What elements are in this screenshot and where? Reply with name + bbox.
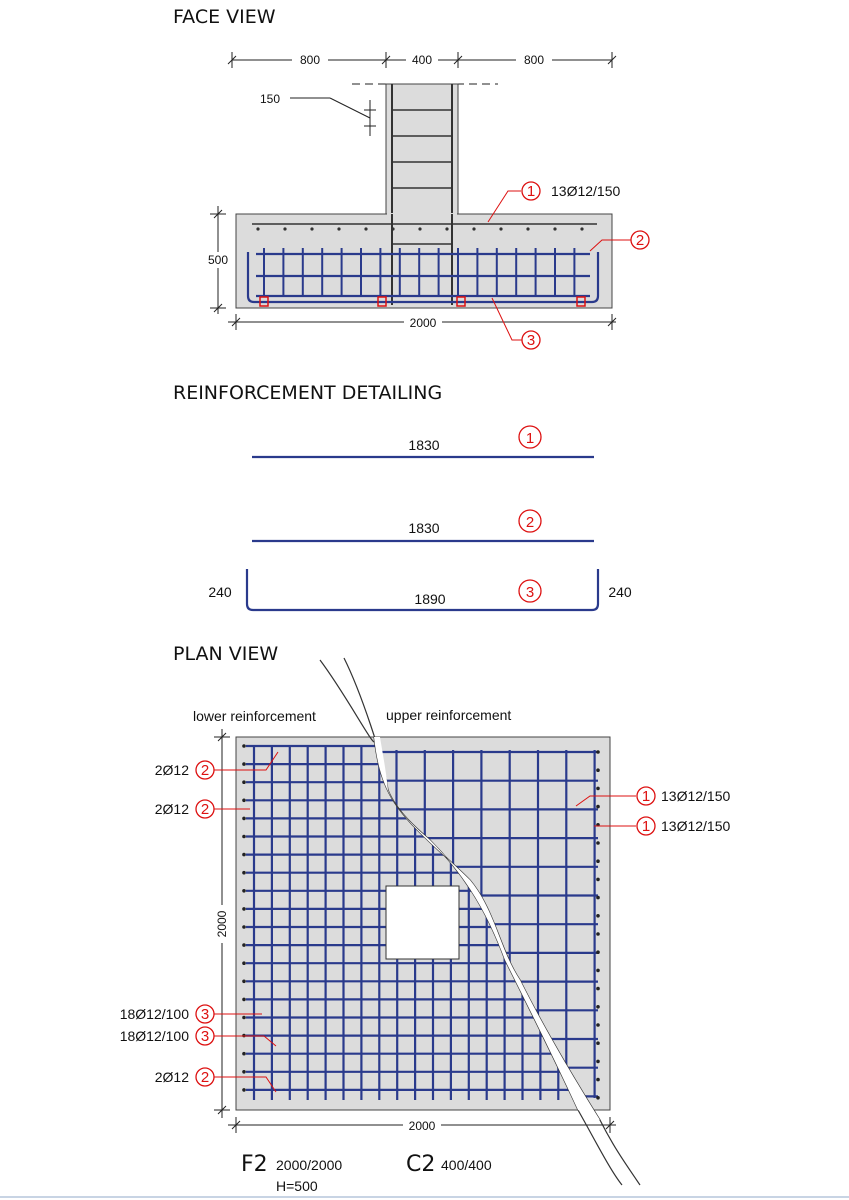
legend bbox=[241, 1152, 492, 1194]
column bbox=[386, 84, 458, 214]
upper-edge-dot bbox=[596, 950, 600, 954]
svg-text:2: 2 bbox=[200, 801, 210, 818]
detailing-title: REINFORCEMENT DETAILING bbox=[173, 382, 443, 404]
face-top-dot bbox=[472, 227, 475, 230]
dim-2000-face: 2000 bbox=[409, 316, 437, 330]
lower-edge-dot bbox=[242, 943, 246, 947]
face-top-dot bbox=[310, 227, 313, 230]
plan-view-title: PLAN VIEW bbox=[173, 643, 279, 665]
upper-edge-dot bbox=[596, 896, 600, 900]
plan-left-mark-3-label: 18Ø12/100 bbox=[119, 1006, 189, 1022]
face-mark-3-num: 3 bbox=[526, 332, 536, 349]
footing-height: H=500 bbox=[276, 1178, 318, 1194]
svg-text:2: 2 bbox=[200, 762, 210, 779]
bar-3-leg-right: 240 bbox=[608, 584, 632, 600]
upper-edge-dot bbox=[596, 987, 600, 991]
face-top-dot bbox=[526, 227, 529, 230]
lower-edge-dot bbox=[242, 1070, 246, 1074]
svg-text:1: 1 bbox=[641, 788, 651, 805]
plan-left-mark-4-label: 18Ø12/100 bbox=[119, 1028, 189, 1044]
upper-edge-dot bbox=[596, 787, 600, 791]
detailing bbox=[173, 382, 632, 610]
bar-1-length: 1830 bbox=[408, 437, 440, 453]
upper-edge-dot bbox=[596, 750, 600, 754]
dim-800-right: 800 bbox=[523, 53, 545, 67]
svg-text:1: 1 bbox=[641, 818, 651, 835]
upper-edge-dot bbox=[596, 859, 600, 863]
plan-bottom-dimension bbox=[228, 1117, 616, 1133]
face-top-dot bbox=[283, 227, 286, 230]
lower-edge-dot bbox=[242, 1088, 246, 1092]
face-top-dot bbox=[499, 227, 502, 230]
dim-150-callout bbox=[260, 92, 376, 136]
face-top-dot bbox=[418, 227, 421, 230]
dim-2000-bottom: 2000 bbox=[408, 1119, 436, 1133]
column-size: 400/400 bbox=[441, 1157, 492, 1173]
column-id: C2 bbox=[406, 1152, 436, 1177]
face-height-dimension bbox=[204, 206, 232, 314]
face-top-dimension bbox=[228, 52, 616, 68]
svg-text:3: 3 bbox=[200, 1006, 210, 1023]
face-top-dot bbox=[337, 227, 340, 230]
plan-right-mark-2 bbox=[594, 817, 730, 835]
upper-edge-dot bbox=[596, 1023, 600, 1027]
footing-id: F2 bbox=[241, 1152, 268, 1177]
upper-edge-dot bbox=[596, 878, 600, 882]
upper-edge-dot bbox=[596, 1005, 600, 1009]
dim-2000-side: 2000 bbox=[215, 910, 229, 938]
lower-edge-dot bbox=[242, 762, 246, 766]
lower-edge-dot bbox=[242, 961, 246, 965]
upper-edge-dot bbox=[596, 841, 600, 845]
lower-edge-dot bbox=[242, 998, 246, 1002]
face-mark-2-num: 2 bbox=[635, 232, 645, 249]
face-top-dot bbox=[445, 227, 448, 230]
dim-800-left: 800 bbox=[299, 53, 321, 67]
lower-edge-dot bbox=[242, 871, 246, 875]
face-top-dot bbox=[364, 227, 367, 230]
face-view bbox=[173, 6, 649, 349]
face-mark-1-num: 1 bbox=[526, 183, 536, 200]
lower-edge-dot bbox=[242, 889, 246, 893]
dim-500: 500 bbox=[207, 253, 229, 267]
lower-edge-dot bbox=[242, 817, 246, 821]
lower-edge-dot bbox=[242, 744, 246, 748]
plan-right-mark-2-label: 13Ø12/150 bbox=[661, 818, 731, 834]
face-top-dot bbox=[256, 227, 259, 230]
bar-3-leg-left: 240 bbox=[208, 584, 232, 600]
dim-400: 400 bbox=[411, 53, 433, 67]
upper-reinforcement-label: upper reinforcement bbox=[386, 707, 512, 723]
lower-reinforcement-label: lower reinforcement bbox=[193, 708, 316, 724]
upper-edge-dot bbox=[596, 914, 600, 918]
lower-edge-dot bbox=[242, 1052, 246, 1056]
bar-shape-3 bbox=[208, 569, 632, 610]
bar-shape-2 bbox=[252, 510, 594, 541]
face-width-dimension bbox=[228, 314, 616, 330]
dim-150: 150 bbox=[259, 92, 281, 106]
lower-edge-dot bbox=[242, 907, 246, 911]
upper-edge-dot bbox=[596, 969, 600, 973]
lower-edge-dot bbox=[242, 925, 246, 929]
plan-view bbox=[120, 643, 731, 1185]
lower-edge-dot bbox=[242, 835, 246, 839]
plan-side-dimension bbox=[214, 729, 230, 1118]
bar-shape-1 bbox=[252, 426, 594, 457]
plan-right-mark-1-label: 13Ø12/150 bbox=[661, 788, 731, 804]
column-opening bbox=[386, 886, 459, 959]
plan-left-mark-1-label: 2Ø12 bbox=[154, 762, 189, 778]
lower-edge-dot bbox=[242, 780, 246, 784]
upper-edge-dot bbox=[596, 1041, 600, 1045]
bar-2-length: 1830 bbox=[408, 520, 440, 536]
bar-1-num: 1 bbox=[525, 430, 535, 447]
upper-edge-dot bbox=[596, 1096, 600, 1100]
upper-edge-dot bbox=[596, 1060, 600, 1064]
lower-edge-dot bbox=[242, 799, 246, 803]
face-top-dot bbox=[580, 227, 583, 230]
lower-edge-dot bbox=[242, 980, 246, 984]
footing-size: 2000/2000 bbox=[276, 1157, 343, 1173]
svg-text:2: 2 bbox=[200, 1069, 210, 1086]
upper-edge-dot bbox=[596, 1078, 600, 1082]
upper-edge-dot bbox=[596, 768, 600, 772]
bar-2-num: 2 bbox=[525, 514, 535, 531]
face-view-title: FACE VIEW bbox=[173, 6, 276, 28]
upper-edge-dot bbox=[596, 932, 600, 936]
lower-edge-dot bbox=[242, 853, 246, 857]
lower-edge-dot bbox=[242, 1016, 246, 1020]
face-top-dot bbox=[391, 227, 394, 230]
face-top-dot bbox=[553, 227, 556, 230]
plan-left-mark-2-label: 2Ø12 bbox=[154, 801, 189, 817]
upper-edge-dot bbox=[596, 805, 600, 809]
face-mark-1-label: 13Ø12/150 bbox=[551, 183, 621, 199]
bar-3-length: 1890 bbox=[414, 591, 446, 607]
bar-3-num: 3 bbox=[525, 584, 535, 601]
svg-text:3: 3 bbox=[200, 1028, 210, 1045]
plan-left-mark-5-label: 2Ø12 bbox=[154, 1069, 189, 1085]
